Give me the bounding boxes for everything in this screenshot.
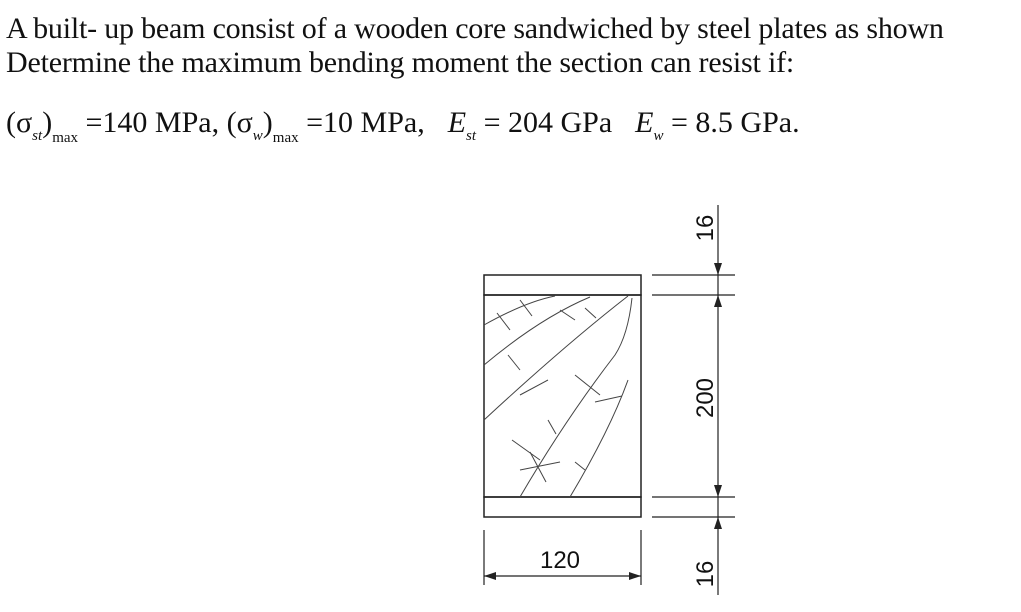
e-st-value: = 204 GPa bbox=[483, 106, 613, 139]
sigma-st-symbol: (σ bbox=[6, 106, 33, 139]
problem-statement-line-1: A built- up beam consist of a wooden core sandwiched by steel plates as shown bbox=[6, 12, 944, 45]
sigma-w-subscript: w bbox=[252, 128, 263, 144]
sigma-st-subscript: st bbox=[32, 128, 43, 144]
sigma-w-value: =10 MPa, bbox=[306, 106, 425, 139]
dimension-label-top-plate: 16 bbox=[692, 214, 719, 242]
wood-grain-pattern bbox=[484, 296, 632, 497]
dimension-label-bottom-plate: 16 bbox=[692, 560, 719, 588]
top-steel-plate bbox=[484, 275, 641, 295]
sigma-w-max-subscript: max bbox=[272, 130, 299, 146]
sigma-st-max-subscript: max bbox=[52, 130, 79, 146]
bottom-steel-plate bbox=[484, 497, 641, 517]
sigma-w-symbol: (σ bbox=[226, 106, 253, 139]
e-w-symbol: E bbox=[635, 106, 654, 139]
e-st-subscript: st bbox=[466, 128, 477, 144]
given-values-formula: $(\sigma_{st})_{max} =140$ MPa, $(\sigma_w)_{max} =10$ MPa, $E_{st} = 204$ GPa $E_w = 8.5$ GPa. bbox=[6, 106, 800, 146]
e-w-subscript: w bbox=[653, 128, 664, 144]
sigma-st-value: =140 MPa, bbox=[85, 106, 220, 139]
e-w-value: = 8.5 GPa. bbox=[671, 106, 800, 139]
dimension-label-width: 120 bbox=[539, 547, 581, 574]
problem-statement-line-2: Determine the maximum bending moment the section can resist if: bbox=[6, 46, 795, 79]
e-st-symbol: E bbox=[447, 106, 467, 139]
dimension-label-core: 200 bbox=[692, 377, 719, 419]
wooden-core bbox=[484, 295, 641, 497]
